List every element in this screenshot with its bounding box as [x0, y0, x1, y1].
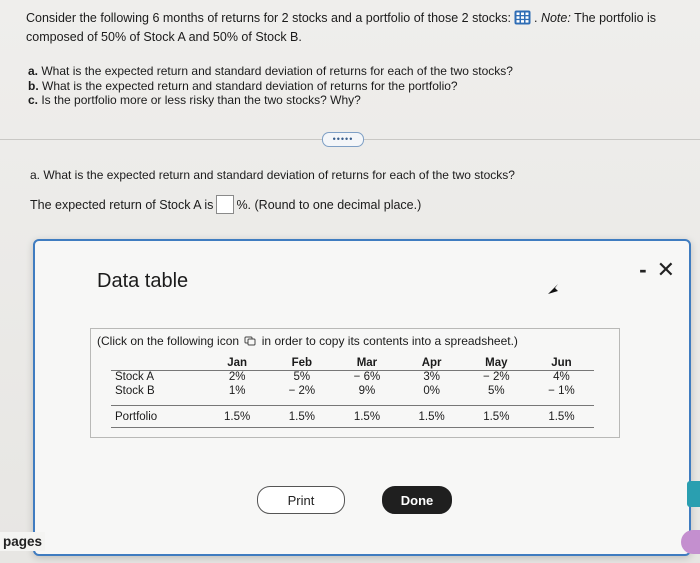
table-cell: − 6%: [353, 371, 381, 383]
dialog-controls: [639, 259, 675, 281]
done-button[interactable]: Done: [382, 486, 452, 514]
table-cell: 2%: [228, 371, 246, 383]
table-cell: 5%: [488, 384, 505, 397]
header-mar: Mar: [334, 356, 399, 371]
part-c: c. Is the portfolio more or less risky than the two stocks? Why?: [28, 93, 361, 107]
dialog-title: Data table: [97, 270, 189, 292]
question-intro: Consider the following 6 months of returns for 2 stocks and a portfolio of those 2 stocks: . Note: The portfolio is composed of 50% of Stock A and 50% of Stock B.: [26, 11, 657, 44]
header-may: May: [464, 356, 529, 371]
expand-button[interactable]: •••••: [322, 132, 364, 147]
answer-input[interactable]: [216, 195, 234, 214]
part-b: b. What is the expected return and standard deviation of returns for the portfolio?: [28, 78, 458, 93]
table-cell: 1.5%: [529, 406, 594, 428]
table-row-stock-a: [111, 371, 594, 385]
table-cell: 1.5%: [269, 406, 334, 428]
header-jun: Jun: [529, 356, 594, 371]
row-label: Portfolio: [111, 406, 205, 428]
part-a-answer-line: The expected return of Stock A is %. (Round to one decimal place.): [30, 195, 421, 215]
table-cell: 3%: [423, 371, 440, 383]
row-label: Stock B: [115, 384, 155, 397]
table-cell: 1.5%: [399, 406, 463, 428]
table-header-row: [111, 356, 594, 371]
table-cell: 1.5%: [205, 406, 269, 428]
table-cell: 1.5%: [334, 406, 399, 428]
data-table-dialog: [33, 239, 691, 556]
mouse-cursor-icon: [547, 283, 559, 295]
note-text: The portfolio is composed of 50% of Stock A and 50% of Stock B.: [26, 11, 657, 44]
table-row-portfolio: [111, 406, 594, 428]
table-cell: − 2%: [483, 371, 510, 383]
table-cell: 4%: [553, 371, 570, 383]
side-panel-tab[interactable]: [687, 481, 700, 507]
table-cell: 0%: [423, 384, 440, 397]
copy-icon[interactable]: [244, 335, 256, 345]
header-jan: Jan: [205, 356, 269, 371]
table-cell: 9%: [358, 384, 376, 397]
table-grid-icon[interactable]: [514, 10, 531, 25]
returns-table: [111, 356, 594, 428]
copy-instruction: (Click on the following icon in order to copy its contents into a spreadsheet.): [97, 334, 518, 348]
data-table-panel: [90, 328, 620, 438]
header-feb: Feb: [269, 356, 334, 371]
table-cell: − 1%: [548, 384, 575, 397]
row-label: Stock A: [115, 371, 154, 383]
side-avatar[interactable]: [681, 530, 700, 554]
header-apr: Apr: [399, 356, 463, 371]
question-parts: [28, 64, 513, 108]
minimize-icon[interactable]: -: [639, 257, 647, 282]
part-a-prompt: a. What is the expected return and standard deviation of returns for each of the two stocks?: [30, 168, 515, 182]
table-row-stock-b: [111, 385, 594, 406]
close-icon[interactable]: ✕: [656, 257, 675, 282]
table-cell: 5%: [293, 371, 311, 383]
table-cell: 1.5%: [464, 406, 529, 428]
note-label: Note:: [540, 11, 571, 25]
table-cell: 1%: [228, 384, 246, 397]
print-button[interactable]: Print: [257, 486, 345, 514]
pages-tab[interactable]: pages: [0, 532, 45, 551]
table-cell: − 2%: [288, 384, 316, 397]
part-a: a. What is the expected return and standard deviation of returns for each of the two stocks?: [28, 64, 513, 78]
header-blank: [111, 356, 205, 371]
